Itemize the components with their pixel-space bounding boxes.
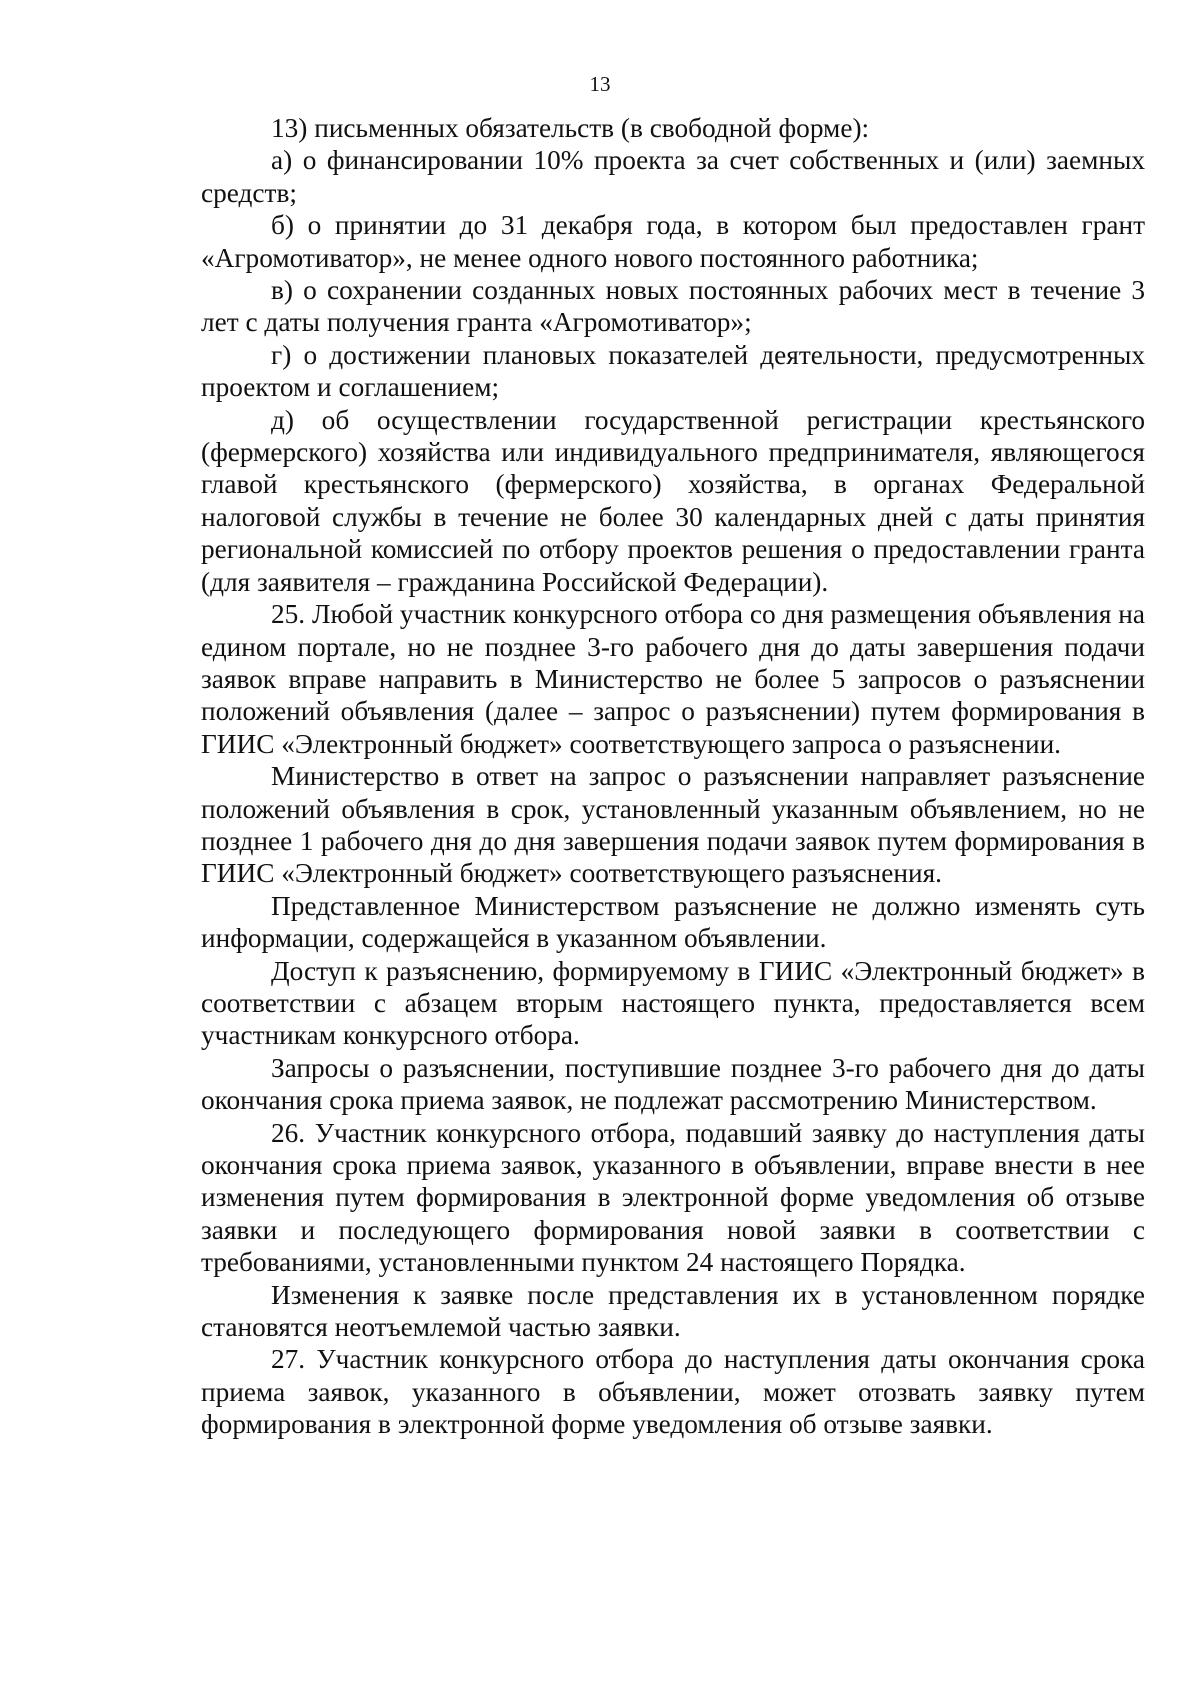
paragraph-clause-26: 26. Участник конкурсного отбора, подавший заявку до наступления даты окончания срока приема заявок, указанного в объявлении, вправе внести в нее изменения путем формирования в электронной форме уведомления об отзыве заявки и последующего формирования новой заявки в соответствии с требованиями, установленными пунктом 24 настоящего Порядка. xyxy=(201,1117,1145,1278)
paragraph-clarification-access: Доступ к разъяснению, формируемому в ГИИС «Электронный бюджет» в соответствии с абзацем вторым настоящего пункта, предоставляется всем участникам конкурсного отбора. xyxy=(201,955,1145,1051)
paragraph-late-requests: Запросы о разъяснении, поступившие позднее 3-го рабочего дня до даты окончания срока приема заявок, не подлежат рассмотрению Министерством. xyxy=(201,1052,1145,1116)
paragraph-ministry-response: Министерство в ответ на запрос о разъяснении направляет разъяснение положений объявления в срок, установленный указанным объявлением, но не позднее 1 рабочего дня до дня завершения подачи заявок путем формирования в ГИИС «Электронный бюджет» соответствующего разъяснения. xyxy=(201,761,1145,889)
paragraph-obligation-b: б) о принятии до 31 декабря года, в котором был предоставлен грант «Агромотиватор», не менее одного нового постоянного работника; xyxy=(201,210,1145,273)
paragraph-obligation-v: в) о сохранении созданных новых постоянных рабочих мест в течение 3 лет с даты получения гранта «Агромотиватор»; xyxy=(201,275,1145,338)
paragraph-clarification-content: Представленное Министерством разъяснение не должно изменять суть информации, содержащейся в указанном объявлении. xyxy=(201,890,1145,954)
paragraph-clause-27: 27. Участник конкурсного отбора до наступления даты окончания срока приема заявок, указанного в объявлении, может отозвать заявку путем формирования в электронной форме уведомления об отзыве заявки. xyxy=(201,1344,1145,1440)
paragraph-obligation-a: а) о финансировании 10% проекта за счет собственных и (или) заемных средств; xyxy=(201,145,1145,208)
paragraph-13-written-obligations: 13) письменных обязательств (в свободной форме): xyxy=(271,113,870,143)
paragraph-obligation-g: г) о достижении плановых показателей деятельности, предусмотренных проектом и соглашением; xyxy=(201,339,1145,403)
page-number: 13 xyxy=(589,72,611,96)
document-body xyxy=(201,112,1145,1441)
paragraph-application-changes: Изменения к заявке после представления их в установленном порядке становятся неотъемлемой частью заявки. xyxy=(201,1279,1145,1343)
paragraph-obligation-d: д) об осуществлении государственной регистрации крестьянского (фермерского) хозяйства или индивидуального предпринимателя, являющегося главой крестьянского (фермерского) хозяйства, в органах Федеральной налоговой службы в течение не более 30 календарных дней с даты принятия региональной комиссией по отбору проектов решения о предоставлении гранта (для заявителя – гражданина Российской Федерации). xyxy=(201,404,1145,597)
paragraph-clause-25: 25. Любой участник конкурсного отбора со дня размещения объявления на едином портале, но не позднее 3-го рабочего дня до даты завершения подачи заявок вправе направить в Министерство не более 5 запросов о разъяснении положений объявления (далее – запрос о разъяснении) путем формирования в ГИИС «Электронный бюджет» соответствующего запроса о разъяснении. xyxy=(201,599,1145,759)
